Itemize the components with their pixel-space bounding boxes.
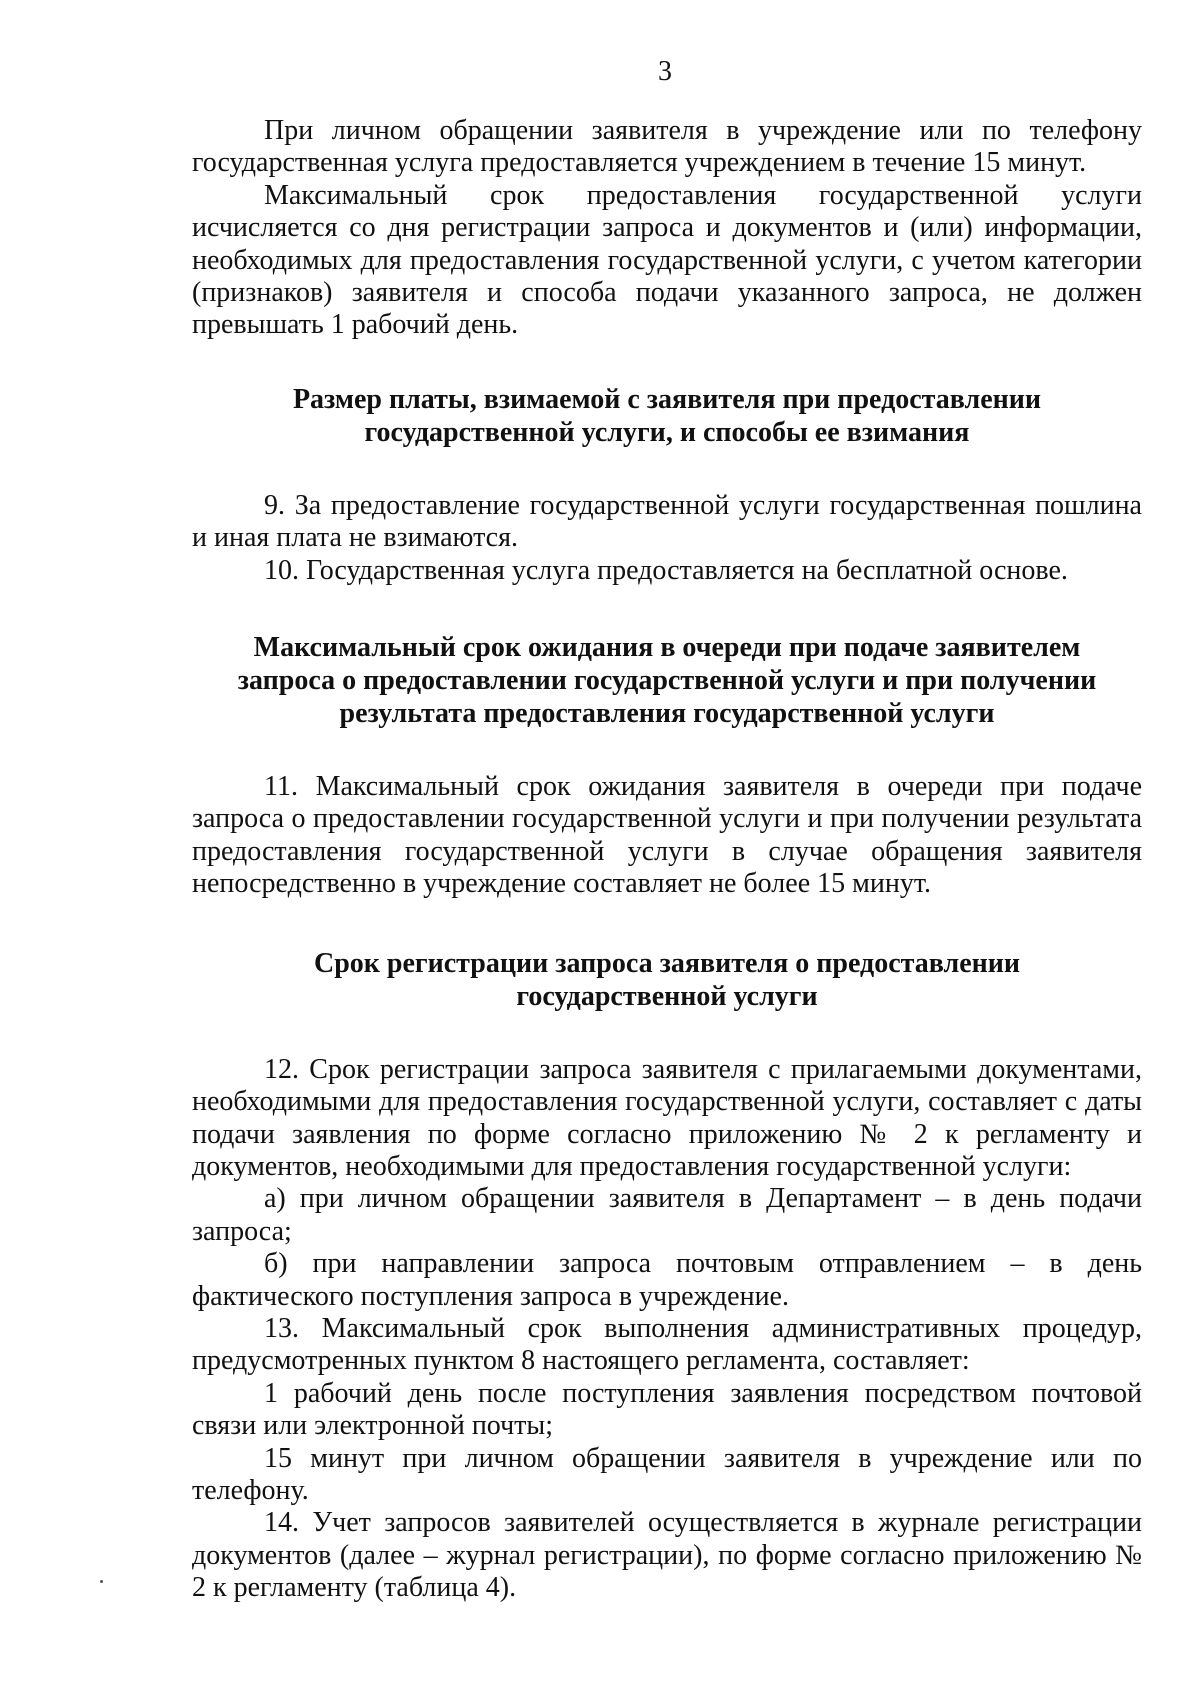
paragraph-item-12a: а) при личном обращении заявителя в Департамент – в день подачи запроса; [192, 1183, 1142, 1247]
heading-line: Срок регистрации запроса заявителя о предоставлении [313, 947, 1021, 979]
heading-line: государственной услуги [516, 980, 818, 1012]
paragraph-item-9: 9. За предоставление государственной услуги государственная пошлина и иная плата не взимаются. [192, 489, 1142, 554]
section-heading-queue [192, 631, 1142, 730]
paragraph-item-13b: 15 минут при личном обращении заявителя в учреждение или по телефону. [192, 1442, 1142, 1506]
paragraph-item-12: 12. Срок регистрации запроса заявителя с прилагаемыми документами, необходимыми для предоставления государственной услуги, составляет с даты подачи заявления по форме согласно приложению № 2 к регламенту и документов, необходимыми для предоставления государственной услуги: [192, 1053, 1142, 1182]
section-registration-body [192, 1054, 1142, 1605]
paragraph-item-13: 13. Максимальный срок выполнения административных процедур, предусмотренных пунктом 8 настоящего регламента, составляет: [192, 1312, 1142, 1377]
paragraph-item-11: 11. Максимальный срок ожидания заявителя в очереди при подаче запроса о предоставлении государственной услуги и при получении результата предоставления государственной услуги в случае обращения заявителя непосредственно в учреждение составляет не более 15 минут. [192, 771, 1142, 900]
paragraph-item-12b: б) при направлении запроса почтовым отправлением – в день фактического поступления запроса в учреждение. [192, 1248, 1142, 1312]
heading-line: Максимальный срок ожидания в очереди при подаче заявителем [253, 632, 1081, 664]
heading-line: результата предоставления государственной услуги [339, 698, 995, 730]
section-queue-body [192, 771, 1142, 901]
paragraph-item-10: 10. Государственная услуга предоставляется на бесплатной основе. [264, 554, 1068, 586]
section-heading-fee [192, 383, 1142, 449]
section-heading-registration [192, 947, 1142, 1013]
scan-speck [100, 1580, 103, 1583]
paragraph-item-14: 14. Учет запросов заявителей осуществляется в журнале регистрации документов (далее – журнал регистрации), по форме согласно приложению № 2 к регламенту (таблица 4). [192, 1507, 1142, 1604]
paragraph-max-term: Максимальный срок предоставления государственной услуги исчисляется со дня регистрации запроса и документов и (или) информации, необходимых для предоставления государственной услуги, с учетом категории (признаков) заявителя и способа подачи указанного запроса, не должен превышать 1 рабочий день. [192, 179, 1142, 341]
paragraph-personal-appeal: При личном обращении заявителя в учреждение или по телефону государственная услуга предоставляется учреждением в течение 15 минут. [192, 115, 1142, 179]
document-body [192, 115, 1142, 1605]
page-number: 3 [658, 56, 672, 87]
heading-line: запроса о предоставлении государственной услуги и при получении [237, 665, 1097, 697]
heading-line: государственной услуги, и способы ее взимания [364, 416, 970, 448]
paragraph-item-13a: 1 рабочий день после поступления заявления посредством почтовой связи или электронной почты; [192, 1377, 1142, 1442]
section-fee-body [192, 490, 1142, 587]
heading-line: Размер платы, взимаемой с заявителя при предоставлении [292, 383, 1042, 415]
